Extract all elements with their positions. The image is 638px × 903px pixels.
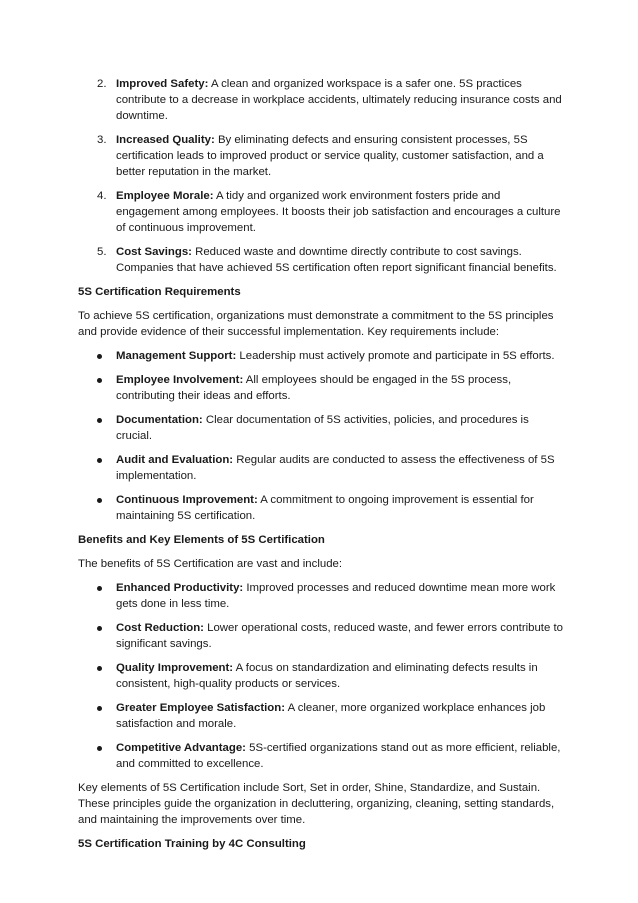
list-item [78, 348, 564, 364]
bullet-icon [97, 378, 102, 383]
bullet-icon [97, 458, 102, 463]
item-text: Improved processes and reduced downtime mean more work gets done in less time. [116, 582, 556, 610]
item-text: Leadership must actively promote and participate in 5S efforts. [239, 350, 555, 362]
bullet-icon [97, 746, 102, 751]
item-text: A cleaner, more organized workplace enhances job satisfaction and morale. [116, 702, 546, 730]
bullet-icon [97, 586, 102, 591]
list-number: 3. [97, 134, 107, 146]
item-text: Lower operational costs, reduced waste, and fewer errors contribute to significant savings. [116, 622, 563, 650]
training-heading: 5S Certification Training by 4C Consulting [78, 838, 306, 850]
bullet-icon [97, 626, 102, 631]
item-title: Quality Improvement: [116, 662, 234, 674]
list-item [78, 740, 564, 772]
bullet-icon [97, 706, 102, 711]
item-text: By eliminating defects and ensuring consistent processes, 5S certification leads to improved product or service quality, customer satisfaction, and a better reputation in the market. [116, 134, 544, 178]
item-text: A clean and organized workspace is a safer one. 5S practices contribute to a decrease in workplace accidents, ultimately reducing insurance costs and downtime. [116, 78, 562, 122]
list-item [78, 188, 564, 236]
item-title: Cost Savings: [116, 246, 192, 258]
item-title: Employee Morale: [116, 190, 214, 202]
bullet-icon [97, 418, 102, 423]
item-title: Documentation: [116, 414, 203, 426]
item-title: Employee Involvement: [116, 374, 244, 386]
item-title: Improved Safety: [116, 78, 209, 90]
bullet-icon [97, 354, 102, 359]
item-text: All employees should be engaged in the 5S process, contributing their ideas and efforts. [116, 374, 512, 402]
item-title: Greater Employee Satisfaction: [116, 702, 286, 714]
benefits-closing: Key elements of 5S Certification include Sort, Set in order, Shine, Standardize, and Sustain. These principles guide the organization in decluttering, organizing, cleaning, setting standards, and maintaining the improvements over time. [78, 782, 555, 826]
list-item [78, 700, 564, 732]
item-title: Increased Quality: [116, 134, 215, 146]
requirements-list [78, 348, 564, 524]
item-text: A focus on standardization and eliminating defects results in consistent, high-quality products or services. [116, 662, 538, 690]
item-text: 5S-certified organizations stand out as more efficient, reliable, and committed to excellence. [116, 742, 561, 770]
requirements-intro: To achieve 5S certification, organizations must demonstrate a commitment to the 5S principles and provide evidence of their successful implementation. Key requirements include: [78, 310, 554, 338]
benefits-list [78, 580, 564, 772]
item-text: A commitment to ongoing improvement is essential for maintaining 5S certification. [116, 494, 534, 522]
list-item [78, 580, 564, 612]
list-number: 2. [97, 78, 107, 90]
list-item [78, 372, 564, 404]
item-text: Clear documentation of 5S activities, policies, and procedures is crucial. [116, 414, 529, 442]
list-item [78, 620, 564, 652]
requirements-heading: 5S Certification Requirements [78, 286, 241, 298]
list-item [78, 660, 564, 692]
bullet-icon [97, 666, 102, 671]
item-text: Reduced waste and downtime directly contribute to cost savings. Companies that have achieved 5S certification often report significant financial benefits. [116, 246, 557, 274]
benefits-intro: The benefits of 5S Certification are vast and include: [78, 558, 343, 570]
list-number: 5. [97, 246, 107, 258]
item-text: A tidy and organized work environment fosters pride and engagement among employees. It boosts their job satisfaction and encourages a culture of continuous improvement. [116, 190, 561, 234]
item-title: Continuous Improvement: [116, 494, 258, 506]
list-item [78, 76, 564, 124]
list-item [78, 452, 564, 484]
item-title: Competitive Advantage: [116, 742, 246, 754]
list-item [78, 412, 564, 444]
list-item [78, 492, 564, 524]
list-item [78, 132, 564, 180]
list-item [78, 244, 564, 276]
benefits-heading: Benefits and Key Elements of 5S Certification [78, 534, 325, 546]
benefits-numbered-list [78, 76, 564, 276]
list-number: 4. [97, 190, 107, 202]
item-title: Cost Reduction: [116, 622, 204, 634]
item-title: Enhanced Productivity: [116, 582, 244, 594]
bullet-icon [97, 498, 102, 503]
item-title: Audit and Evaluation: [116, 454, 234, 466]
item-text: Regular audits are conducted to assess the effectiveness of 5S implementation. [116, 454, 555, 482]
item-title: Management Support: [116, 350, 237, 362]
